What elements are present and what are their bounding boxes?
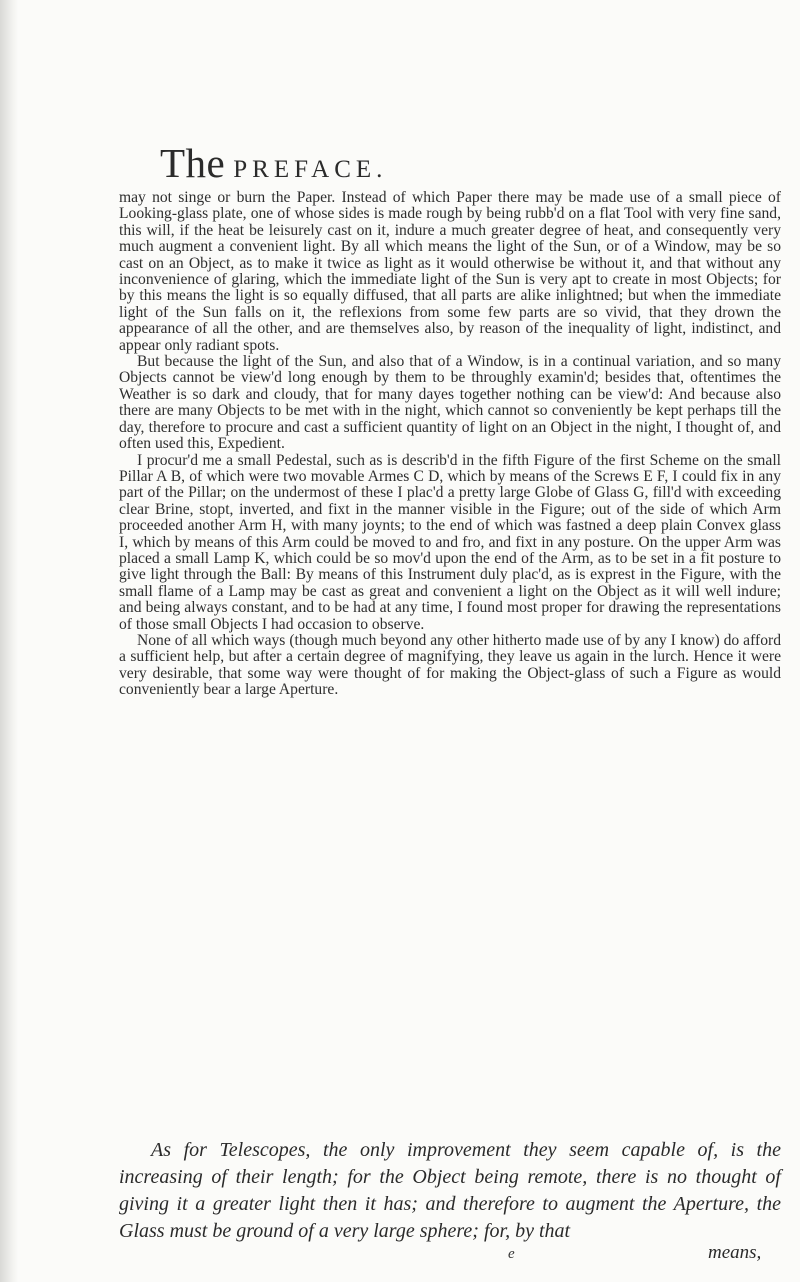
running-head-preface: PREFACE.: [233, 156, 388, 183]
signature-mark: e: [508, 1246, 515, 1262]
paragraph-2: But because the light of the Sun, and also that of a Window, is in a continual variation, and so many Objects cannot be view'd long enough by them to be throughly examin'd; besides that, oftentimes the Weather is so dark and cloudy, that for many dayes together nothing can be view'd: And because also there are many Objects to be met with in the night, which cannot so conveniently be kept perhaps till the day, therefore to procure and cast a sufficient quantity of light on an Object in the night, I thought of, and often used this, Expedient.: [119, 353, 781, 453]
paragraph-4: None of all which ways (though much beyond any other hitherto made use of by any I know) do afford a sufficient help, but after a certain degree of magnifying, they leave us again in the lurch. Hence it were very desirable, that some way were thought of for making the Object-glass of such a Figure as would conveniently bear a large Aperture.: [119, 631, 781, 699]
body-text: [119, 190, 781, 699]
running-head-the: The: [160, 140, 226, 186]
paragraph-1: may not singe or burn the Paper. Instead of which Paper there may be made use of a small piece of Looking-glass plate, one of whose sides is made rough by being rubb'd on a flat Tool with very fine sand, this will, if the heat be leisurely cast on it, indure a much greater degree of heat, and consequently very much augment a convenient light. By all which means the light of the Sun, or of a Window, may be so cast on an Object, as to make it twice as light as it would otherwise be without it, and that without any inconvenience of glaring, which the immediate light of the Sun is very apt to create in most Objects; for by this means the light is so equally diffused, that all parts are alike inlightned; but when the immediate light of the Sun falls on it, the reflexions from some few parts are so vivid, that they drown the appearance of all the other, and are themselves also, by reason of the inequality of light, indistinct, and appear only radiant spots.: [119, 189, 781, 354]
running-head: [160, 138, 460, 188]
italic-paragraph: As for Telescopes, the only improvement they seem capable of, is the increasing of their length; for the Object being remote, there is no thought of giving it a greater light then it has; and therefore to augment the Aperture, the Glass must be ground of a very large sphere; for, by that: [119, 1139, 781, 1242]
catchword: means,: [708, 1242, 762, 1263]
paragraph-3: I procur'd me a small Pedestal, such as is describ'd in the fifth Figure of the first Scheme on the small Pillar A B, of which were two movable Armes C D, which by means of the Screws E F, I could fix in any part of the Pillar; on the undermost of these I plac'd a pretty large Globe of Glass G, fill'd with exceeding clear Brine, stopt, inverted, and fixt in the manner visible in the Figure; out of the side of which Arm proceeded another Arm H, with many joynts; to the end of which was fastned a deep plain Convex glass I, which by means of this Arm could be moved to and fro, and fixt in any posture. On the upper Arm was placed a small Lamp K, which could be so mov'd upon the end of the Arm, as to be set in a fit posture to give light through the Ball: By means of this Instrument duly plac'd, as is exprest in the Figure, with the small flame of a Lamp may be cast as great and convenient a light on the Object as it will well indure; and being always constant, and to be had at any time, I found most proper for drawing the representations of those small Objects I had occasion to observe.: [119, 451, 781, 633]
page-gutter-shadow: [0, 0, 18, 1282]
